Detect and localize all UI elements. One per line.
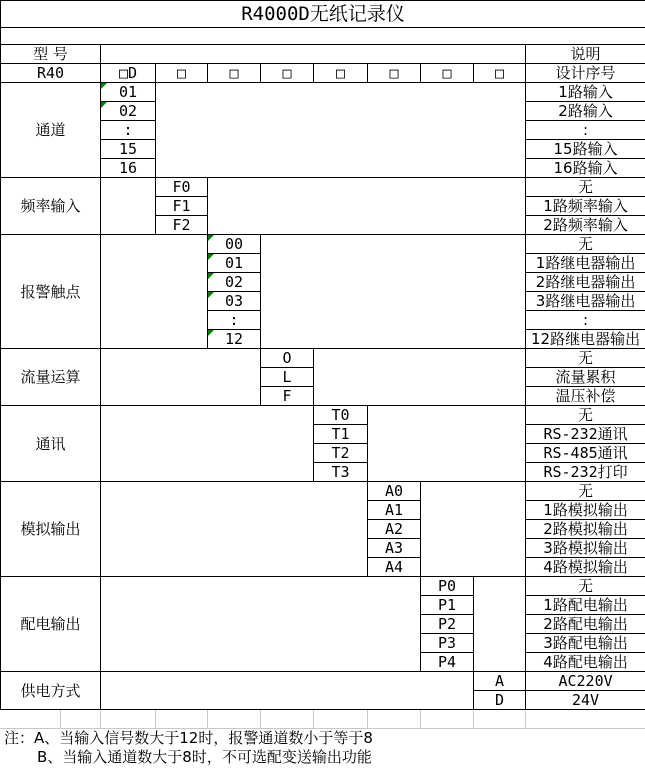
- code-cell: A2: [368, 520, 421, 539]
- desc-cell: 24V: [526, 691, 645, 710]
- gridline: [525, 710, 526, 728]
- sheet-gridline-row: [0, 710, 645, 729]
- empty-region: [156, 83, 526, 178]
- desc-cell: 1路模拟输出: [526, 501, 645, 520]
- desc-cell: 3路继电器输出: [526, 292, 645, 311]
- code-placeholder-3: □: [261, 64, 314, 83]
- code-cell: P1: [421, 596, 474, 615]
- code-cell: 16: [101, 159, 156, 178]
- code-cell: D: [474, 691, 526, 710]
- desc-cell: :: [526, 311, 645, 330]
- code-cell: P3: [421, 634, 474, 653]
- code-placeholder-5: □: [368, 64, 421, 83]
- section-label-alarm-contacts: 报警触点: [1, 235, 101, 349]
- desc-cell: 3路配电输出: [526, 634, 645, 653]
- code-placeholder-4: □: [314, 64, 368, 83]
- desc-cell: 2路模拟输出: [526, 520, 645, 539]
- gridline: [313, 710, 314, 728]
- empty-region: [368, 406, 526, 482]
- gridline: [420, 710, 421, 728]
- desc-cell: 2路频率输入: [526, 216, 645, 235]
- section-label-frequency-input: 频率输入: [1, 178, 101, 235]
- gridline: [155, 710, 156, 728]
- desc-cell: 16路输入: [526, 159, 645, 178]
- code-cell: P0: [421, 577, 474, 596]
- desc-cell: RS-232打印: [526, 463, 645, 482]
- code-cell: :: [101, 121, 156, 140]
- desc-cell: 无: [526, 482, 645, 501]
- gridline: [260, 710, 261, 728]
- code-placeholder-2: □: [208, 64, 261, 83]
- footnotes: [0, 729, 645, 767]
- desc-cell: 1路配电输出: [526, 596, 645, 615]
- empty-region: [421, 482, 526, 577]
- code-cell: O: [261, 349, 314, 368]
- serial-label: 设计序号: [526, 64, 645, 83]
- empty-region: [101, 406, 314, 482]
- code-cell: P2: [421, 615, 474, 634]
- empty-region: [101, 235, 208, 349]
- footnote-b: B、当输入通道数大于8时，不可选配变送输出功能: [37, 748, 372, 766]
- code-cell: A: [474, 672, 526, 691]
- code-cell: A4: [368, 558, 421, 577]
- gridline: [367, 710, 368, 728]
- empty-region: [101, 349, 261, 406]
- desc-cell: 无: [526, 577, 645, 596]
- desc-cell: AC220V: [526, 672, 645, 691]
- desc-cell: 4路配电输出: [526, 653, 645, 672]
- code-cell: L: [261, 368, 314, 387]
- description-label: 说明: [526, 45, 645, 64]
- code-placeholder-0: □D: [101, 64, 156, 83]
- desc-cell: 无: [526, 406, 645, 425]
- flag-triangle-icon: [208, 273, 214, 279]
- code-cell: 02: [208, 273, 261, 292]
- desc-cell: RS-232通讯: [526, 425, 645, 444]
- model-value: R40: [1, 64, 101, 83]
- empty-region: [208, 178, 526, 235]
- code-cell: 01: [101, 83, 156, 102]
- section-label-communication: 通讯: [1, 406, 101, 482]
- desc-cell: RS-485通讯: [526, 444, 645, 463]
- desc-cell: 15路输入: [526, 140, 645, 159]
- flag-triangle-icon: [208, 254, 214, 260]
- code-cell: 12: [208, 330, 261, 349]
- gridline: [207, 710, 208, 728]
- section-label-channels: 通道: [1, 83, 101, 178]
- code-placeholder-6: □: [421, 64, 474, 83]
- code-cell: A0: [368, 482, 421, 501]
- code-cell: 03: [208, 292, 261, 311]
- code-cell: A1: [368, 501, 421, 520]
- code-placeholder-1: □: [156, 64, 208, 83]
- empty-band: [1, 28, 645, 45]
- desc-cell: 流量累积: [526, 368, 645, 387]
- desc-cell: 2路配电输出: [526, 615, 645, 634]
- desc-cell: 无: [526, 349, 645, 368]
- code-placeholder-7: □: [474, 64, 526, 83]
- desc-cell: 1路输入: [526, 83, 645, 102]
- desc-cell: 无: [526, 235, 645, 254]
- desc-cell: 2路输入: [526, 102, 645, 121]
- code-cell: 02: [101, 102, 156, 121]
- code-cell: F: [261, 387, 314, 406]
- desc-cell: 4路模拟输出: [526, 558, 645, 577]
- desc-cell: 1路继电器输出: [526, 254, 645, 273]
- code-cell: F1: [156, 197, 208, 216]
- code-cell: 01: [208, 254, 261, 273]
- empty-region: [261, 235, 526, 349]
- section-label-transmitter-power-output: 配电输出: [1, 577, 101, 672]
- code-cell: A3: [368, 539, 421, 558]
- model-header-spacer: [101, 45, 526, 64]
- empty-region: [314, 349, 526, 406]
- empty-region: [101, 482, 368, 577]
- code-cell: :: [208, 311, 261, 330]
- section-label-analog-output: 模拟输出: [1, 482, 101, 577]
- empty-region: [101, 672, 474, 710]
- empty-region: [474, 577, 526, 672]
- flag-triangle-icon: [101, 83, 107, 89]
- code-cell: T0: [314, 406, 368, 425]
- flag-triangle-icon: [101, 102, 107, 108]
- desc-cell: 温压补偿: [526, 387, 645, 406]
- flag-triangle-icon: [208, 330, 214, 336]
- code-cell: T3: [314, 463, 368, 482]
- desc-cell: 无: [526, 178, 645, 197]
- desc-cell: 1路频率输入: [526, 197, 645, 216]
- desc-cell: 12路继电器输出: [526, 330, 645, 349]
- desc-cell: 2路继电器输出: [526, 273, 645, 292]
- empty-region: [101, 178, 156, 235]
- desc-cell: 3路模拟输出: [526, 539, 645, 558]
- section-label-power-supply: 供电方式: [1, 672, 101, 710]
- gridline: [100, 710, 101, 728]
- page-title: R4000D无纸记录仪: [1, 1, 645, 28]
- flag-triangle-icon: [208, 235, 214, 241]
- section-label-flow-calculation: 流量运算: [1, 349, 101, 406]
- flag-triangle-icon: [208, 292, 214, 298]
- code-cell: 00: [208, 235, 261, 254]
- code-cell: T2: [314, 444, 368, 463]
- gridline: [60, 710, 61, 728]
- empty-region: [101, 577, 421, 672]
- model-label: 型 号: [1, 45, 101, 64]
- code-cell: 15: [101, 140, 156, 159]
- code-cell: P4: [421, 653, 474, 672]
- code-cell: T1: [314, 425, 368, 444]
- desc-cell: :: [526, 121, 645, 140]
- code-cell: F0: [156, 178, 208, 197]
- gridline: [473, 710, 474, 728]
- footnote-a: 注：A、当输入信号数大于12时，报警通道数小于等于8: [4, 729, 373, 747]
- code-cell: F2: [156, 216, 208, 235]
